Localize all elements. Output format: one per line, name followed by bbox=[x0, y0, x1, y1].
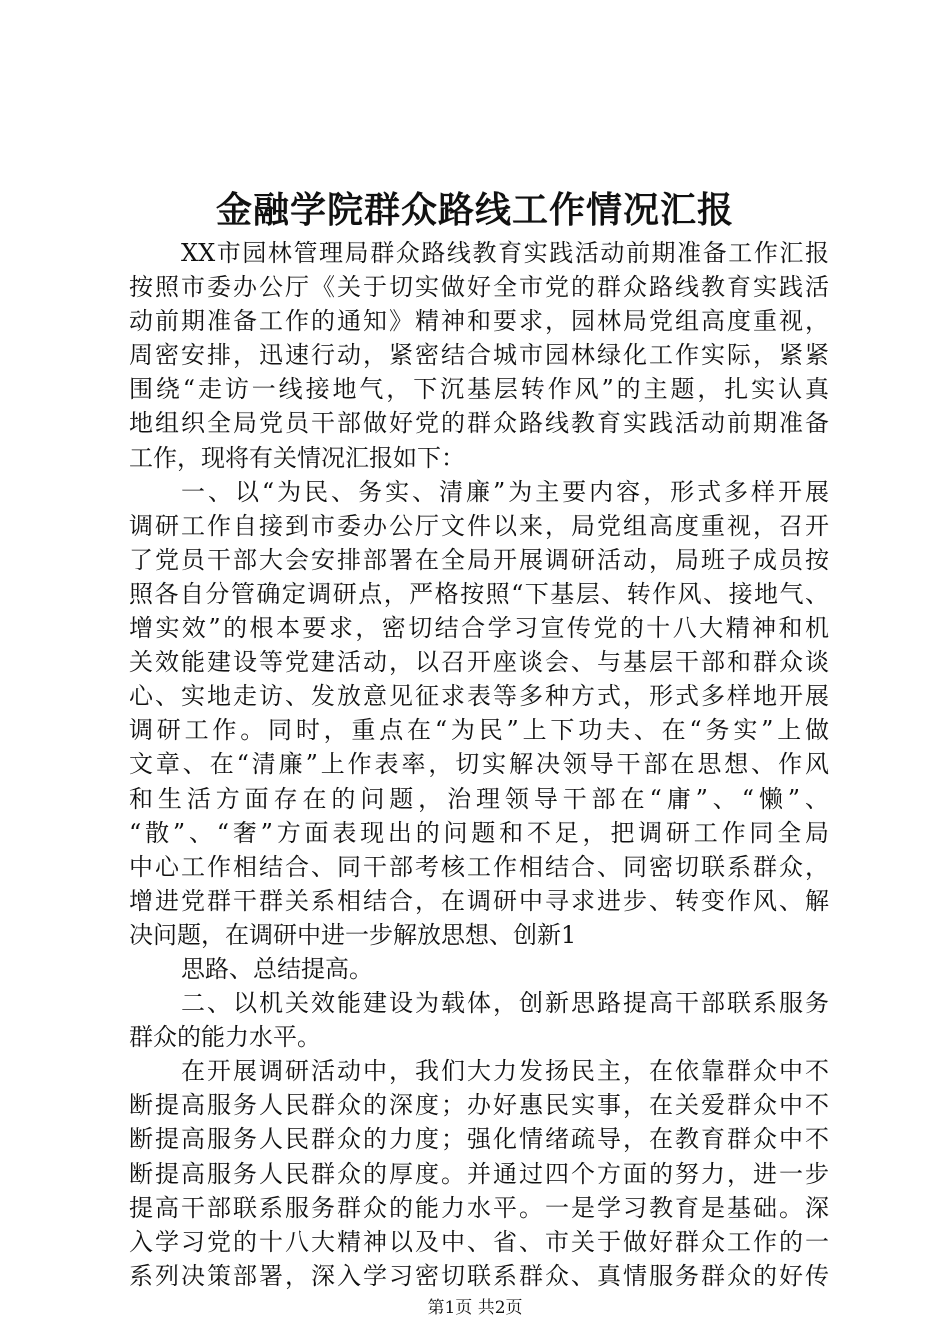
text-line: 照各自分管确定调研点，严格按照“下基层、转作风、接地气、 bbox=[129, 579, 829, 608]
text-line: 周密安排，迅速行动，紧密结合城市园林绿化工作实际，紧紧 bbox=[129, 341, 829, 370]
text-line: 入学习党的十八大精神以及中、省、市关于做好群众工作的一 bbox=[129, 1227, 829, 1256]
text-line: 断提高服务人民群众的厚度。并通过四个方面的努力，进一步 bbox=[129, 1159, 829, 1188]
text-line: 断提高服务人民群众的力度；强化情绪疏导，在教育群众中不 bbox=[129, 1125, 829, 1154]
text-line: 一、以“为民、务实、清廉”为主要内容，形式多样开展 bbox=[181, 477, 829, 506]
text-line: 和生活方面存在的问题，治理领导干部在“庸”、“懒”、 bbox=[129, 784, 829, 813]
text-line: 心、实地走访、发放意见征求表等多种方式，形式多样地开展 bbox=[129, 682, 829, 711]
text-line: 在开展调研活动中，我们大力发扬民主，在依靠群众中不 bbox=[181, 1057, 829, 1086]
text-line: 中心工作相结合、同干部考核工作相结合、同密切联系群众， bbox=[129, 852, 829, 881]
text-line: 围绕“走访一线接地气，下沉基层转作风”的主题，扎实认真 bbox=[129, 375, 829, 404]
text-line: “散”、“奢”方面表现出的问题和不足，把调研工作同全局 bbox=[129, 818, 829, 847]
text-line: 了党员干部大会安排部署在全局开展调研活动，局班子成员按 bbox=[129, 545, 829, 574]
text-line: 动前期准备工作的通知》精神和要求，园林局党组高度重视， bbox=[129, 307, 829, 336]
text-line: 群众的能力水平。 bbox=[129, 1023, 321, 1052]
text-line: 系列决策部署，深入学习密切联系群众、真情服务群众的好传 bbox=[129, 1261, 829, 1290]
page-footer: 第1页 共2页 bbox=[427, 1298, 523, 1318]
text-line: 调研工作自接到市委办公厅文件以来，局党组高度重视，召开 bbox=[129, 511, 829, 540]
text-line: 增实效”的根本要求，密切结合学习宣传党的十八大精神和机 bbox=[129, 614, 829, 643]
document-body bbox=[129, 236, 829, 1293]
text-line: 断提高服务人民群众的深度；办好惠民实事，在关爱群众中不 bbox=[129, 1091, 829, 1120]
text-line: 思路、总结提高。 bbox=[181, 954, 373, 983]
text-line: 关效能建设等党建活动，以召开座谈会、与基层干部和群众谈 bbox=[129, 648, 829, 677]
text-line: 调研工作。同时，重点在“为民”上下功夫、在“务实”上做 bbox=[129, 716, 829, 745]
text-line: 地组织全局党员干部做好党的群众路线教育实践活动前期准备 bbox=[129, 409, 829, 438]
text-line: XX市园林管理局群众路线教育实践活动前期准备工作汇报 bbox=[181, 239, 829, 267]
document-title: 金融学院群众路线工作情况汇报 bbox=[215, 189, 734, 231]
text-line: 二、以机关效能建设为载体，创新思路提高干部联系服务 bbox=[181, 989, 829, 1018]
text-line: 工作，现将有关情况汇报如下： bbox=[129, 443, 465, 472]
text-line: 按照市委办公厅《关于切实做好全市党的群众路线教育实践活 bbox=[129, 273, 829, 302]
text-line: 文章、在“清廉”上作表率，切实解决领导干部在思想、作风 bbox=[129, 750, 829, 779]
text-line: 增进党群干群关系相结合，在调研中寻求进步、转变作风、解 bbox=[129, 886, 829, 915]
text-line: 决问题，在调研中进一步解放思想、创新1 bbox=[129, 920, 577, 949]
text-line: 提高干部联系服务群众的能力水平。一是学习教育是基础。深 bbox=[129, 1193, 829, 1222]
